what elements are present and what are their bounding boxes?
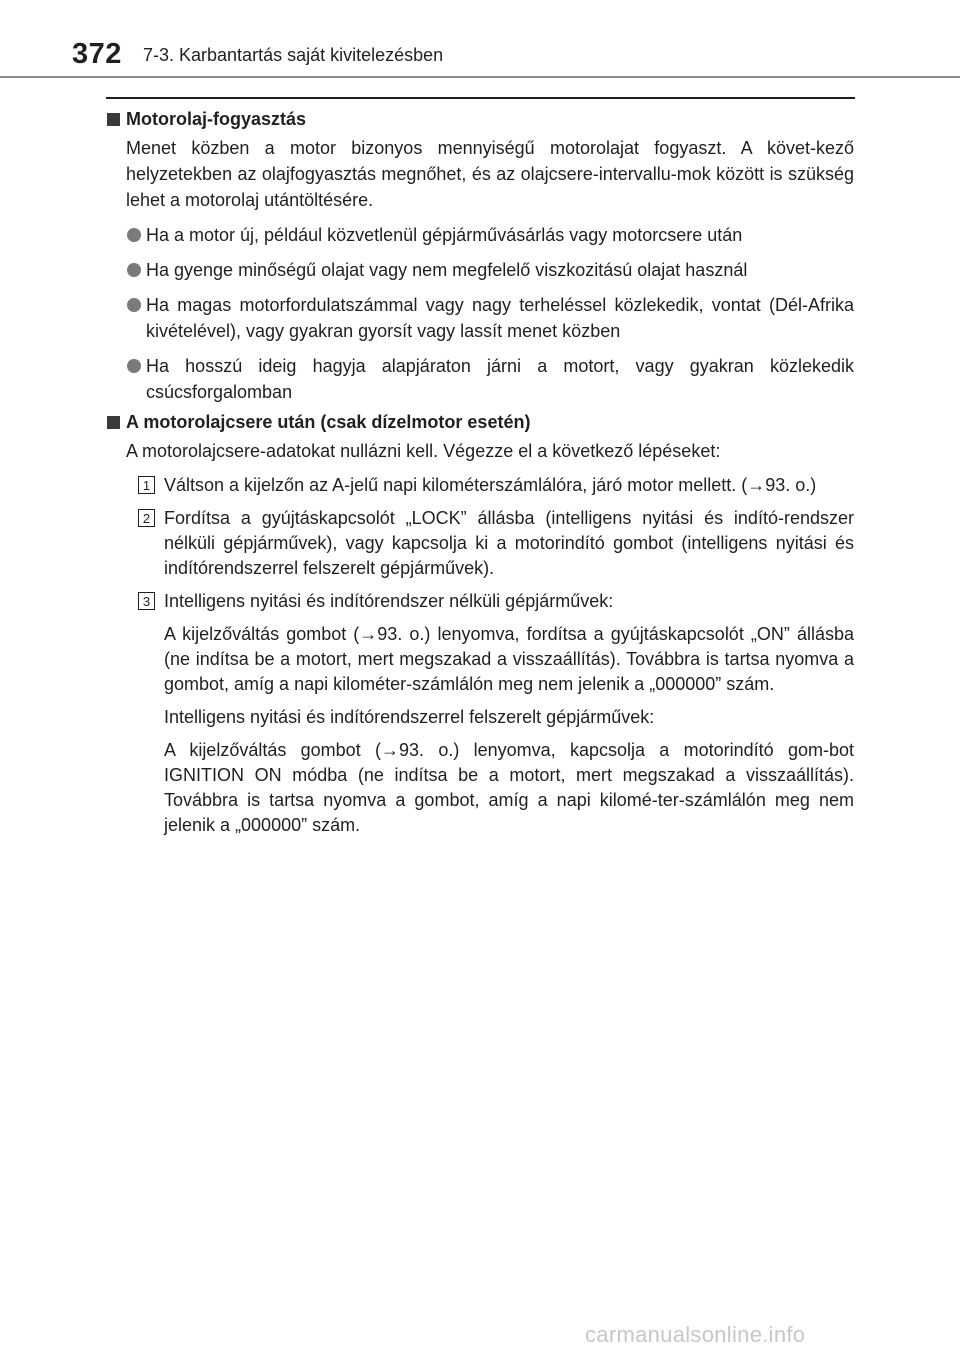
list-item-text: Ha gyenge minőségű olajat vagy nem megfelelő viszkozitású olajat használ [146,260,748,280]
square-bullet-icon [107,113,120,126]
step-detail-paragraph: Intelligens nyitási és indítórendszerrel felszerelt gépjárművek: [164,707,655,727]
step-number-badge: 2 [138,509,155,527]
list-item-text: Ha hosszú ideig hagyja alapjáraton járni a motort, vagy gyakran közlekedik csúcsforgalomban [146,356,854,402]
section-heading-text: A motorolajcsere után (csak dízelmotor esetén) [126,412,531,432]
page-number: 372 [72,38,122,70]
step-detail-paragraph: A kijelzőváltás gombot (→93. o.) lenyomva, kapcsolja a motorindító gom-bot IGNITION ON módba (ne indítsa be a motort, mert megszakad a visszaállítás). Továbbra is tartsa nyomva a gombot, amíg a napi kilomé-ter-számlálón meg nem jelenik a „000000” szám. [164,740,854,835]
circle-bullet-icon [127,228,141,242]
chapter-title: 7-3. Karbantartás saját kivitelezésben [143,45,444,65]
square-bullet-icon [107,416,120,429]
step-text: Fordítsa a gyújtáskapcsolót „LOCK” állásba (intelligens nyitási és indító-rendszer nélküli gépjárművek), vagy kapcsolja ki a motorindító gombot (intelligens nyitási és indítórendszerrel felszerelt gépjárművek). [164,508,854,578]
step-text: Váltson a kijelzőn az A-jelű napi kilométerszámlálóra, járó motor mellett. (→93. o.) [164,475,817,495]
step-text: Intelligens nyitási és indítórendszer nélküli gépjárművek: [164,591,614,611]
list-item [106,353,854,405]
list-item-text: Ha magas motorfordulatszámmal vagy nagy terheléssel közlekedik, vontat (Dél-Afrika kivételével), vagy gyakran gyorsít vagy lassít menet közben [146,295,854,341]
list-item [106,222,854,248]
section-heading-after-oil-change [106,411,854,434]
step-item [106,506,854,581]
site-watermark: carmanualsonline.info [585,1322,806,1347]
list-item [106,257,854,283]
section-intro: Menet közben a motor bizonyos mennyiségű motorolajat fogyaszt. A követ-kező helyzetekben az olajfogyasztás megnőhet, és az olajcsere-intervallu-mok között is szükség lehet a motorolaj utántöltésére. [126,138,854,210]
section-intro: A motorolajcsere-adatokat nullázni kell. Végezze el a következő lépéseket: [126,441,721,461]
step-detail-paragraph: A kijelzőváltás gombot (→93. o.) lenyomva, fordítsa a gyújtáskapcsolót „ON” állásba (ne indítsa be a motort, mert megszakad a visszaállítás). Továbbra is tartsa nyomva a gombot, amíg a napi kilométer-számlálón meg nem jelenik a „000000” szám. [164,624,854,694]
section-heading-text: Motorolaj-fogyasztás [126,109,307,129]
step-number-badge: 1 [138,476,155,494]
step-item [106,589,854,614]
circle-bullet-icon [127,298,141,312]
section-heading-oil-consumption [106,108,854,131]
header-divider [0,76,960,78]
list-item-text: Ha a motor új, például közvetlenül gépjárművásárlás vagy motorcsere után [146,225,743,245]
page-content [106,108,854,846]
circle-bullet-icon [127,263,141,277]
circle-bullet-icon [127,359,141,373]
step-number-badge: 3 [138,592,155,610]
step-item [106,473,854,498]
list-item [106,292,854,344]
section-divider [106,97,855,99]
